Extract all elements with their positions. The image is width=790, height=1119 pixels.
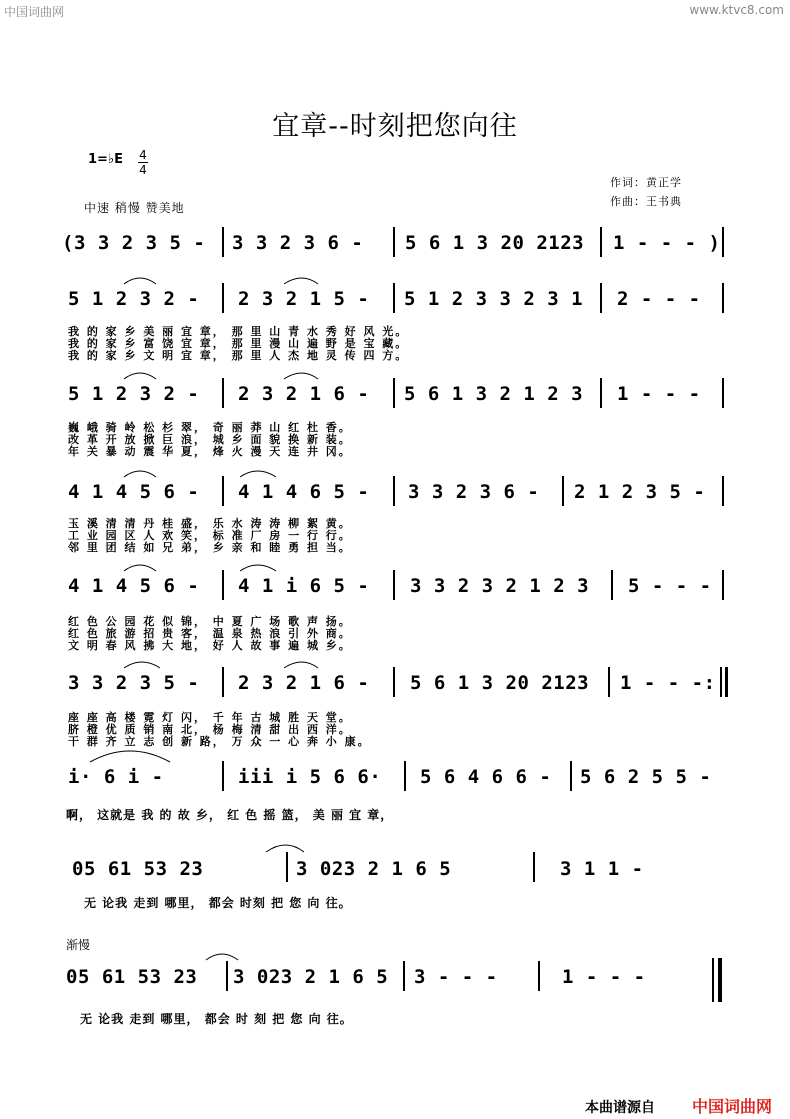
lyric-line: 我 的 家 乡 美 丽 宜 章， 那 里 山 青 水 秀 好 风 光。 <box>68 325 409 338</box>
footer-brand-link[interactable]: 中国词曲网 <box>692 1097 773 1116</box>
slur <box>284 373 318 379</box>
slur <box>124 471 156 477</box>
meter-top: 4 <box>139 148 147 162</box>
measure-notes: 3 1 1 - <box>560 858 644 880</box>
composer-credit: 作曲：王书典 <box>610 195 682 208</box>
measure-notes: i· 6 i - <box>68 766 164 788</box>
lyric-line: 文 明 春 风 拂 大 地， 好 人 故 事 遍 城 乡。 <box>68 639 352 652</box>
lyric-line: 年 关 暴 动 震 华 夏， 烽 火 漫 天 连 井 冈。 <box>68 445 352 458</box>
slow-marking: 渐慢 <box>66 938 91 952</box>
lyric-line: 工 业 园 区 人 欢 笑， 标 准 厂 房 一 行 行。 <box>68 529 352 542</box>
footer-source: 本曲谱源自 <box>585 1100 655 1116</box>
measure-notes: 5 1 2 3 2 - <box>68 288 200 310</box>
measure-notes: 5 6 1 3 2 1 2 3 <box>404 383 584 405</box>
slur <box>124 373 156 379</box>
measure-notes: 05 61 53 23 <box>66 966 198 988</box>
lyric-line: 玉 溪 清 清 丹 桂 盛， 乐 水 涛 涛 柳 絮 黄。 <box>68 517 352 530</box>
measure-notes: 3 023 2 1 6 5 <box>233 966 389 988</box>
lyric-line: 啊， 这就是 我 的 故 乡， 红 色 摇 篮， 美 丽 宜 章， <box>66 808 394 822</box>
lyric-line: 改 革 开 放 掀 巨 浪， 城 乡 面 貌 换 新 装。 <box>68 433 352 446</box>
measure-notes: 1 - - -: <box>620 672 716 694</box>
measure-notes: 5 6 1 3 20 2123 <box>410 672 590 694</box>
lyric-line: 我 的 家 乡 文 明 宜 章， 那 里 人 杰 地 灵 传 四 方。 <box>68 349 409 362</box>
measure-notes: 4 1 4 6 5 - <box>238 481 370 503</box>
measure-notes: 4 1 i 6 5 - <box>238 575 370 597</box>
slur <box>240 565 276 571</box>
measure-notes: 5 6 4 6 6 - <box>420 766 552 788</box>
lyricist-credit: 作词：黄正学 <box>610 176 682 189</box>
lyric-line: 脐 橙 优 质 销 南 北， 杨 梅 清 甜 出 西 洋。 <box>68 723 352 736</box>
measure-notes: 3 023 2 1 6 5 <box>296 858 452 880</box>
lyric-line: 我 的 家 乡 富 饶 宜 章， 那 里 漫 山 遍 野 是 宝 藏。 <box>68 337 409 350</box>
page-title: 宜章--时刻把您向往 <box>272 111 518 142</box>
lyric-line: 红 色 旅 游 招 贵 客， 温 泉 热 浪 引 外 商。 <box>68 627 352 640</box>
measure-notes: 1 - - - <box>562 966 646 988</box>
measure-notes: 3 3 2 3 2 1 2 3 <box>410 575 590 597</box>
measure-notes: iii i 5 6 6· <box>238 766 382 788</box>
lyric-line: 无 论我 走到 哪里， 都会 时刻 把 您 向 往。 <box>84 896 352 910</box>
measure-notes: 3 3 2 3 5 - <box>68 672 200 694</box>
slur <box>266 845 304 852</box>
slur <box>124 662 160 668</box>
slur <box>90 751 170 762</box>
tempo-marking: 中速 稍慢 赞美地 <box>84 201 185 215</box>
measure-notes: 5 6 2 5 5 - <box>580 766 712 788</box>
measure-notes: 2 3 2 1 6 - <box>238 672 370 694</box>
measure-notes: 2 - - - <box>617 288 701 310</box>
watermark-left: 中国词曲网 <box>4 5 65 19</box>
measure-notes: 4 1 4 5 6 - <box>68 481 200 503</box>
measure-notes: 1 - - - <box>617 383 701 405</box>
meter-bottom: 4 <box>139 163 147 177</box>
lyric-line: 邻 里 团 结 如 兄 弟， 乡 亲 和 睦 勇 担 当。 <box>68 541 352 554</box>
slur <box>284 278 318 284</box>
measure-notes: 3 - - - <box>414 966 498 988</box>
measure-notes: 2 3 2 1 6 - <box>238 383 370 405</box>
measure-notes: (3 3 2 3 5 - <box>62 232 206 254</box>
measure-notes: 3 3 2 3 6 - <box>408 481 540 503</box>
measure-notes: 5 6 1 3 20 2123 <box>405 232 585 254</box>
slur <box>284 662 318 668</box>
measure-notes: 4 1 4 5 6 - <box>68 575 200 597</box>
lyric-line: 干 群 齐 立 志 创 新 路， 万 众 一 心 奔 小 康。 <box>68 735 371 748</box>
measure-notes: 05 61 53 23 <box>72 858 204 880</box>
lyric-line: 无 论我 走到 哪里， 都会 时 刻 把 您 向 往。 <box>80 1012 353 1026</box>
measure-notes: 5 1 2 3 3 2 3 1 <box>404 288 584 310</box>
slur <box>124 278 156 284</box>
slur <box>124 565 156 571</box>
measure-notes: 2 1 2 3 5 - <box>574 481 706 503</box>
key-signature: 1=♭E <box>88 152 123 167</box>
slur <box>240 471 276 477</box>
slur <box>206 954 238 960</box>
lyric-line: 座 座 高 楼 霓 灯 闪， 千 年 古 城 胜 天 堂。 <box>68 711 352 724</box>
measure-notes: 1 - - - ) <box>613 232 721 254</box>
lyric-line: 红 色 公 园 花 似 锦， 中 夏 广 场 歌 声 扬。 <box>68 615 352 628</box>
measure-notes: 5 1 2 3 2 - <box>68 383 200 405</box>
measure-notes: 3 3 2 3 6 - <box>232 232 364 254</box>
measure-notes: 2 3 2 1 5 - <box>238 288 370 310</box>
lyric-line: 巍 峨 骑 岭 松 杉 翠， 奇 丽 莽 山 红 杜 香。 <box>68 421 352 434</box>
watermark-right: www.ktvc8.com <box>689 3 784 17</box>
measure-notes: 5 - - - <box>628 575 712 597</box>
